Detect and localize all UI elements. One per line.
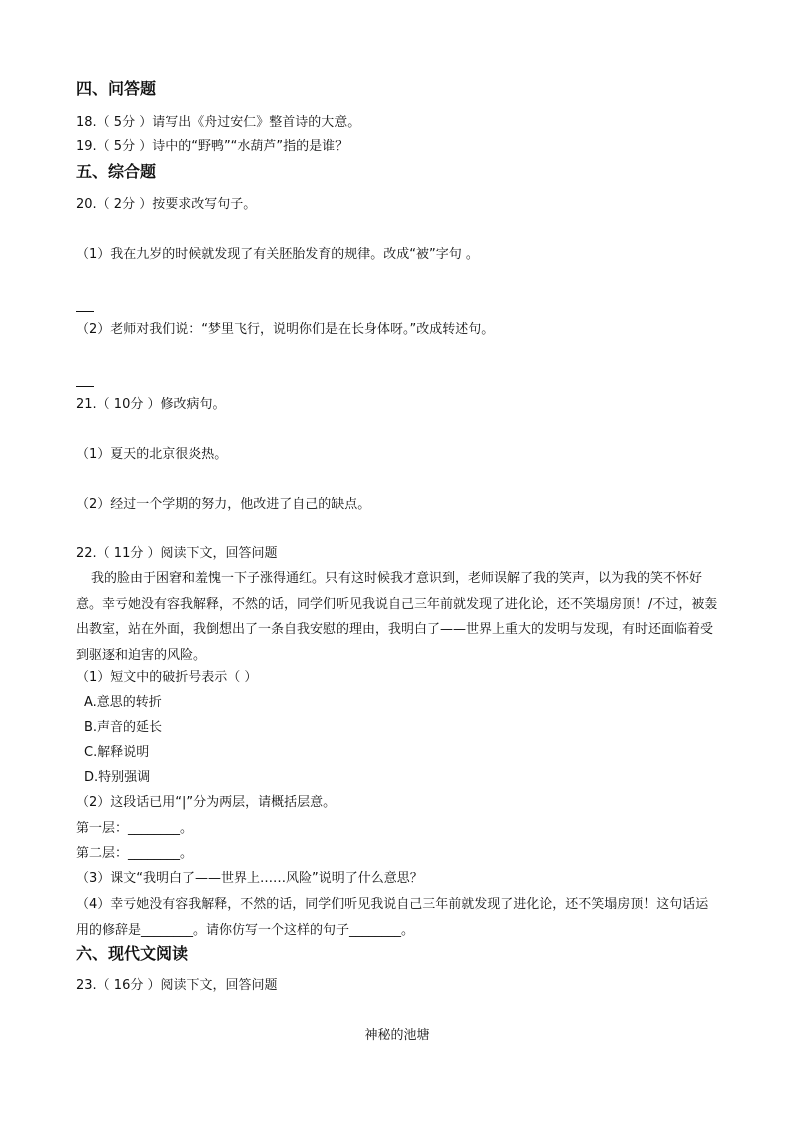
question-19: 19.（ 5分 ）诗中的“野鸭”“水葫芦”指的是谁？ (76, 139, 349, 154)
question-20-part-1: （1）我在九岁的时候就发现了有关胚胎发育的规律。改成“被”字句 。 (76, 247, 479, 262)
question-23-stem: 23.（ 16分 ）阅读下文，回答问题 (76, 978, 278, 993)
question-18: 18.（ 5分 ）请写出《舟过安仁》整首诗的大意。 (76, 115, 361, 130)
section-heading-6: 六、现代文阅读 (76, 944, 189, 963)
option-b[interactable]: B.声音的延长 (84, 720, 163, 735)
option-c[interactable]: C.解释说明 (84, 745, 150, 760)
answer-line-20-1[interactable] (76, 311, 94, 312)
option-d[interactable]: D.特别强调 (84, 770, 151, 785)
question-22-sub-2: （2）这段话已用“|”分为两层，请概括层意。 (76, 795, 337, 810)
question-22-passage: 我的脸由于困窘和羞愧一下子涨得通红。只有这时候我才意识到，老师误解了我的笑声，以为我的笑不怀好意。幸亏她没有容我解释，不然的话，同学们听见我说自己三年前就发现了进化论，还不笑塌房顶！/不过，被轰出教室，站在外面，我倒想出了一条自我安慰的理由，我明白了——世界上重大的发明与发现，有时还面临着受到驱逐和迫害的风险。 (76, 571, 718, 663)
option-a[interactable]: A.意思的转折 (84, 695, 162, 710)
section-heading-5: 五、综合题 (76, 162, 157, 181)
question-21-part-1: （1）夏天的北京很炎热。 (76, 447, 228, 462)
layer-1-answer: 第一层：________。 (76, 821, 194, 836)
question-20-part-2: （2）老师对我们说：“梦里飞行，说明你们是在长身体呀。”改成转述句。 (76, 322, 495, 337)
question-22-sub-1: （1）短文中的破折号表示（ ） (76, 670, 258, 685)
question-22-sub-4: （4）幸亏她没有容我解释，不然的话，同学们听见我说自己三年前就发现了进化论，还不笑塌房顶！这句话运用的修辞是________。请你仿写一个这样的句子________。 (76, 897, 709, 938)
question-20-stem: 20.（ 2分 ）按要求改写句子。 (76, 197, 257, 212)
question-22-sub-3: （3）课文“我明白了——世界上……风险”说明了什么意思？ (76, 871, 423, 886)
section-heading-4: 四、问答题 (76, 79, 157, 98)
question-21-stem: 21.（ 10分 ）修改病句。 (76, 397, 226, 412)
answer-line-20-2[interactable] (76, 386, 94, 387)
layer-2-answer: 第二层：________。 (76, 846, 194, 861)
question-22-stem: 22.（ 11分 ）阅读下文，回答问题 (76, 546, 278, 561)
passage-title: 神秘的池塘 (364, 1028, 430, 1043)
question-21-part-2: （2）经过一个学期的努力，他改进了自己的缺点。 (76, 497, 371, 512)
